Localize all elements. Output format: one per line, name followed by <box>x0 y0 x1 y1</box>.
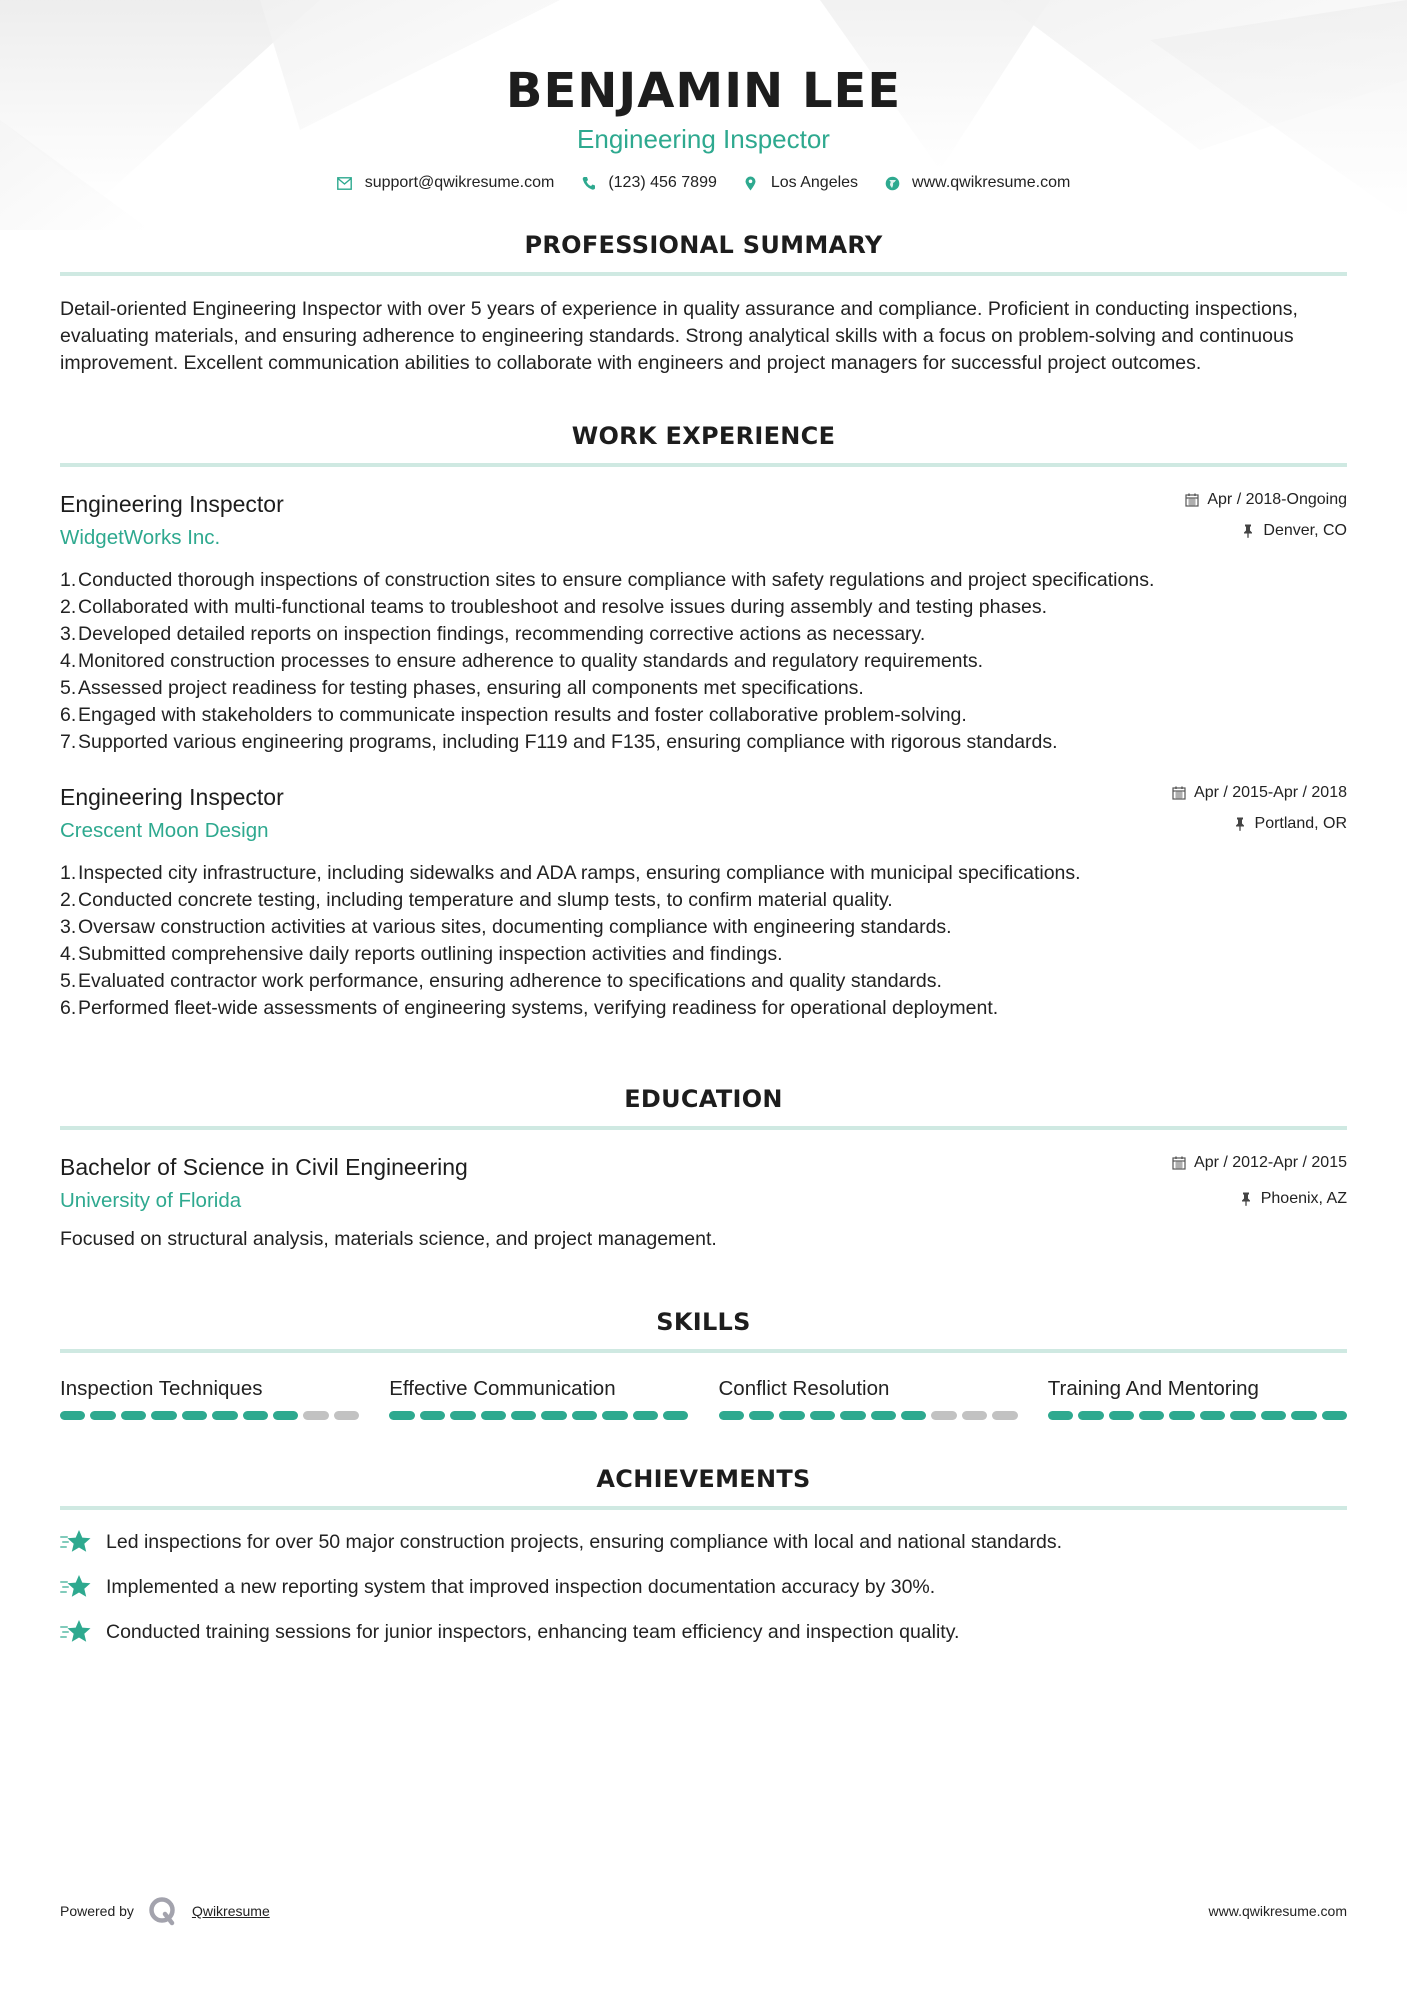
job-bullet: 4. Monitored construction processes to ensure adherence to quality standards and regulatory requirements. <box>60 650 984 672</box>
experience-heading: WORK EXPERIENCE <box>60 421 1347 467</box>
job-bullet: 1. Conducted thorough inspections of construction sites to ensure compliance with safety regulations and project specifications. <box>60 569 1155 591</box>
contact-location <box>743 174 858 192</box>
skill-segment <box>992 1411 1017 1420</box>
job-bullet: 4. Submitted comprehensive daily reports outlining inspection activities and findings. <box>60 943 783 965</box>
map-pin-icon <box>743 175 759 191</box>
skill-segment <box>450 1411 475 1420</box>
job-entry <box>60 782 1347 1022</box>
skill-segment <box>389 1411 414 1420</box>
skill-segment <box>962 1411 987 1420</box>
skill-segment <box>779 1411 804 1420</box>
skill-segment <box>420 1411 445 1420</box>
skill-segment <box>1291 1411 1316 1420</box>
job-company: Crescent Moon Design <box>60 819 269 842</box>
contact-phone-text: (123) 456 7899 <box>608 174 717 191</box>
job-entry <box>60 489 1347 756</box>
job-company: WidgetWorks Inc. <box>60 526 221 549</box>
skill-segment <box>334 1411 359 1420</box>
job-bullet: 5. Evaluated contractor work performance, ensuring adherence to specifications and quality standards. <box>60 970 942 992</box>
education-heading: EDUCATION <box>60 1084 1347 1130</box>
job-bullet: 5. Assessed project readiness for testing phases, ensuring all components met specifications. <box>60 677 864 699</box>
achievement-text: Implemented a new reporting system that improved inspection documentation accuracy by 30%. <box>106 1575 936 1598</box>
skill-rating-bar <box>719 1411 1018 1420</box>
skill-segment <box>182 1411 207 1420</box>
phone-icon <box>580 175 596 191</box>
job-bullet: 7. Supported various engineering programs, including F119 and F135, ensuring compliance with rigorous standards. <box>60 731 1058 753</box>
skill-segment <box>60 1411 85 1420</box>
skill-rating-bar <box>1048 1411 1347 1420</box>
contact-website-text: www.qwikresume.com <box>912 174 1071 191</box>
pushpin-icon <box>1233 817 1247 831</box>
qwikresume-logo-icon <box>148 1896 178 1926</box>
skill-segment <box>749 1411 774 1420</box>
job-bullets <box>60 567 1347 756</box>
candidate-role: Engineering Inspector <box>577 124 830 154</box>
achievement-item <box>60 1573 1347 1601</box>
achievements-heading: ACHIEVEMENTS <box>60 1464 1347 1510</box>
job-location: Denver, CO <box>1263 522 1347 539</box>
calendar-icon <box>1172 1156 1186 1170</box>
pushpin-icon <box>1239 1192 1253 1206</box>
achievements-list <box>60 1528 1347 1646</box>
education-dates: Apr / 2012-Apr / 2015 <box>1194 1154 1347 1171</box>
skill-segment <box>1109 1411 1134 1420</box>
skills-grid <box>60 1375 1347 1420</box>
contact-location-text: Los Angeles <box>770 174 859 191</box>
skill-segment <box>90 1411 115 1420</box>
summary-text: Detail-oriented Engineering Inspector with over 5 years of experience in quality assurance and compliance. Proficient in conducting inspections, evaluating materials, and ensuring adherence to engineering standards. Strong analytical skills with a focus on problem-solving and continuous improvement. Excellent communication abilities to collaborate with engineers and project managers for successful project outcomes. <box>60 298 1298 374</box>
achievements-section <box>60 1464 1347 1646</box>
achievement-item <box>60 1528 1347 1556</box>
skills-heading: SKILLS <box>60 1307 1347 1353</box>
achievement-text: Led inspections for over 50 major construction projects, ensuring compliance with local and national standards. <box>106 1530 1063 1553</box>
achievement-item <box>60 1618 1347 1646</box>
summary-heading: PROFESSIONAL SUMMARY <box>60 230 1347 276</box>
skill-segment <box>481 1411 506 1420</box>
job-location: Portland, OR <box>1254 815 1347 832</box>
education-description: Focused on structural analysis, materials science, and project management. <box>60 1228 717 1250</box>
skill-item <box>719 1375 1018 1420</box>
calendar-icon <box>1185 493 1199 507</box>
job-bullet: 2. Collaborated with multi-functional teams to troubleshoot and resolve issues during assembly and testing phases. <box>60 596 1048 618</box>
powered-by <box>60 1896 270 1926</box>
skill-item <box>60 1375 359 1420</box>
job-bullet: 6. Performed fleet-wide assessments of engineering systems, verifying readiness for operational deployment. <box>60 997 999 1019</box>
skill-segment <box>1139 1411 1164 1420</box>
footer-website[interactable]: www.qwikresume.com <box>1208 1903 1347 1919</box>
education-location: Phoenix, AZ <box>1260 1190 1347 1207</box>
skill-item <box>389 1375 688 1420</box>
star-icon <box>60 1573 92 1601</box>
skill-name: Inspection Techniques <box>60 1377 263 1400</box>
skill-name: Training And Mentoring <box>1047 1377 1259 1400</box>
skill-segment <box>663 1411 688 1420</box>
contact-bar <box>60 174 1347 192</box>
education-entry <box>60 1152 1347 1253</box>
achievement-text: Conducted training sessions for junior inspectors, enhancing team efficiency and inspection quality. <box>106 1620 960 1643</box>
skill-item <box>1048 1375 1347 1420</box>
skill-segment <box>602 1411 627 1420</box>
skill-segment <box>931 1411 956 1420</box>
skill-segment <box>1230 1411 1255 1420</box>
job-bullet: 1. Inspected city infrastructure, including sidewalks and ADA ramps, ensuring compliance with municipal specifications. <box>60 862 1081 884</box>
page-footer <box>60 1896 1347 1926</box>
pushpin-icon <box>1241 524 1255 538</box>
skill-name: Conflict Resolution <box>718 1377 890 1400</box>
skill-segment <box>1322 1411 1347 1420</box>
skill-segment <box>840 1411 865 1420</box>
skill-segment <box>871 1411 896 1420</box>
skill-segment <box>572 1411 597 1420</box>
skill-segment <box>719 1411 744 1420</box>
skill-name: Effective Communication <box>389 1377 616 1400</box>
candidate-name: BENJAMIN LEE <box>505 63 902 119</box>
calendar-icon <box>1172 786 1186 800</box>
skill-rating-bar <box>60 1411 359 1420</box>
summary-section <box>60 230 1347 377</box>
job-bullet: 2. Conducted concrete testing, including temperature and slump tests, to confirm material quality. <box>60 889 893 911</box>
powered-by-label: Powered by <box>60 1903 134 1919</box>
skill-rating-bar <box>389 1411 688 1420</box>
education-section <box>60 1084 1347 1253</box>
skill-segment <box>511 1411 536 1420</box>
contact-website[interactable] <box>884 174 1070 192</box>
star-icon <box>60 1618 92 1646</box>
skill-segment <box>303 1411 328 1420</box>
resume-header <box>60 0 1347 192</box>
skill-segment <box>541 1411 566 1420</box>
skill-segment <box>1200 1411 1225 1420</box>
skill-segment <box>633 1411 658 1420</box>
qwikresume-link[interactable]: Qwikresume <box>191 1903 270 1919</box>
skill-segment <box>1048 1411 1073 1420</box>
job-dates: Apr / 2018-Ongoing <box>1207 491 1347 508</box>
skill-segment <box>1261 1411 1286 1420</box>
skill-segment <box>901 1411 926 1420</box>
skill-segment <box>810 1411 835 1420</box>
job-bullets <box>60 860 1347 1022</box>
envelope-icon <box>337 175 353 191</box>
job-bullet: 3. Oversaw construction activities at various sites, documenting compliance with engineering standards. <box>60 916 952 938</box>
experience-section <box>60 421 1347 1022</box>
skills-section <box>60 1307 1347 1420</box>
job-dates: Apr / 2015-Apr / 2018 <box>1194 784 1347 801</box>
skill-segment <box>151 1411 176 1420</box>
skill-segment <box>1078 1411 1103 1420</box>
degree-title: Bachelor of Science in Civil Engineering <box>60 1154 468 1180</box>
skill-segment <box>212 1411 237 1420</box>
job-title: Engineering Inspector <box>60 491 284 517</box>
skill-segment <box>1169 1411 1194 1420</box>
skill-segment <box>243 1411 268 1420</box>
star-icon <box>60 1528 92 1556</box>
skill-segment <box>273 1411 298 1420</box>
skill-segment <box>121 1411 146 1420</box>
job-title: Engineering Inspector <box>60 784 284 810</box>
job-bullet: 6. Engaged with stakeholders to communicate inspection results and foster collaborative problem-solving. <box>60 704 967 726</box>
globe-icon <box>884 175 900 191</box>
contact-email-text: support@qwikresume.com <box>364 174 555 191</box>
contact-phone[interactable] <box>580 174 717 192</box>
school-name: University of Florida <box>60 1189 242 1212</box>
contact-email[interactable] <box>337 174 555 192</box>
job-bullet: 3. Developed detailed reports on inspection findings, recommending corrective actions as necessary. <box>60 623 926 645</box>
